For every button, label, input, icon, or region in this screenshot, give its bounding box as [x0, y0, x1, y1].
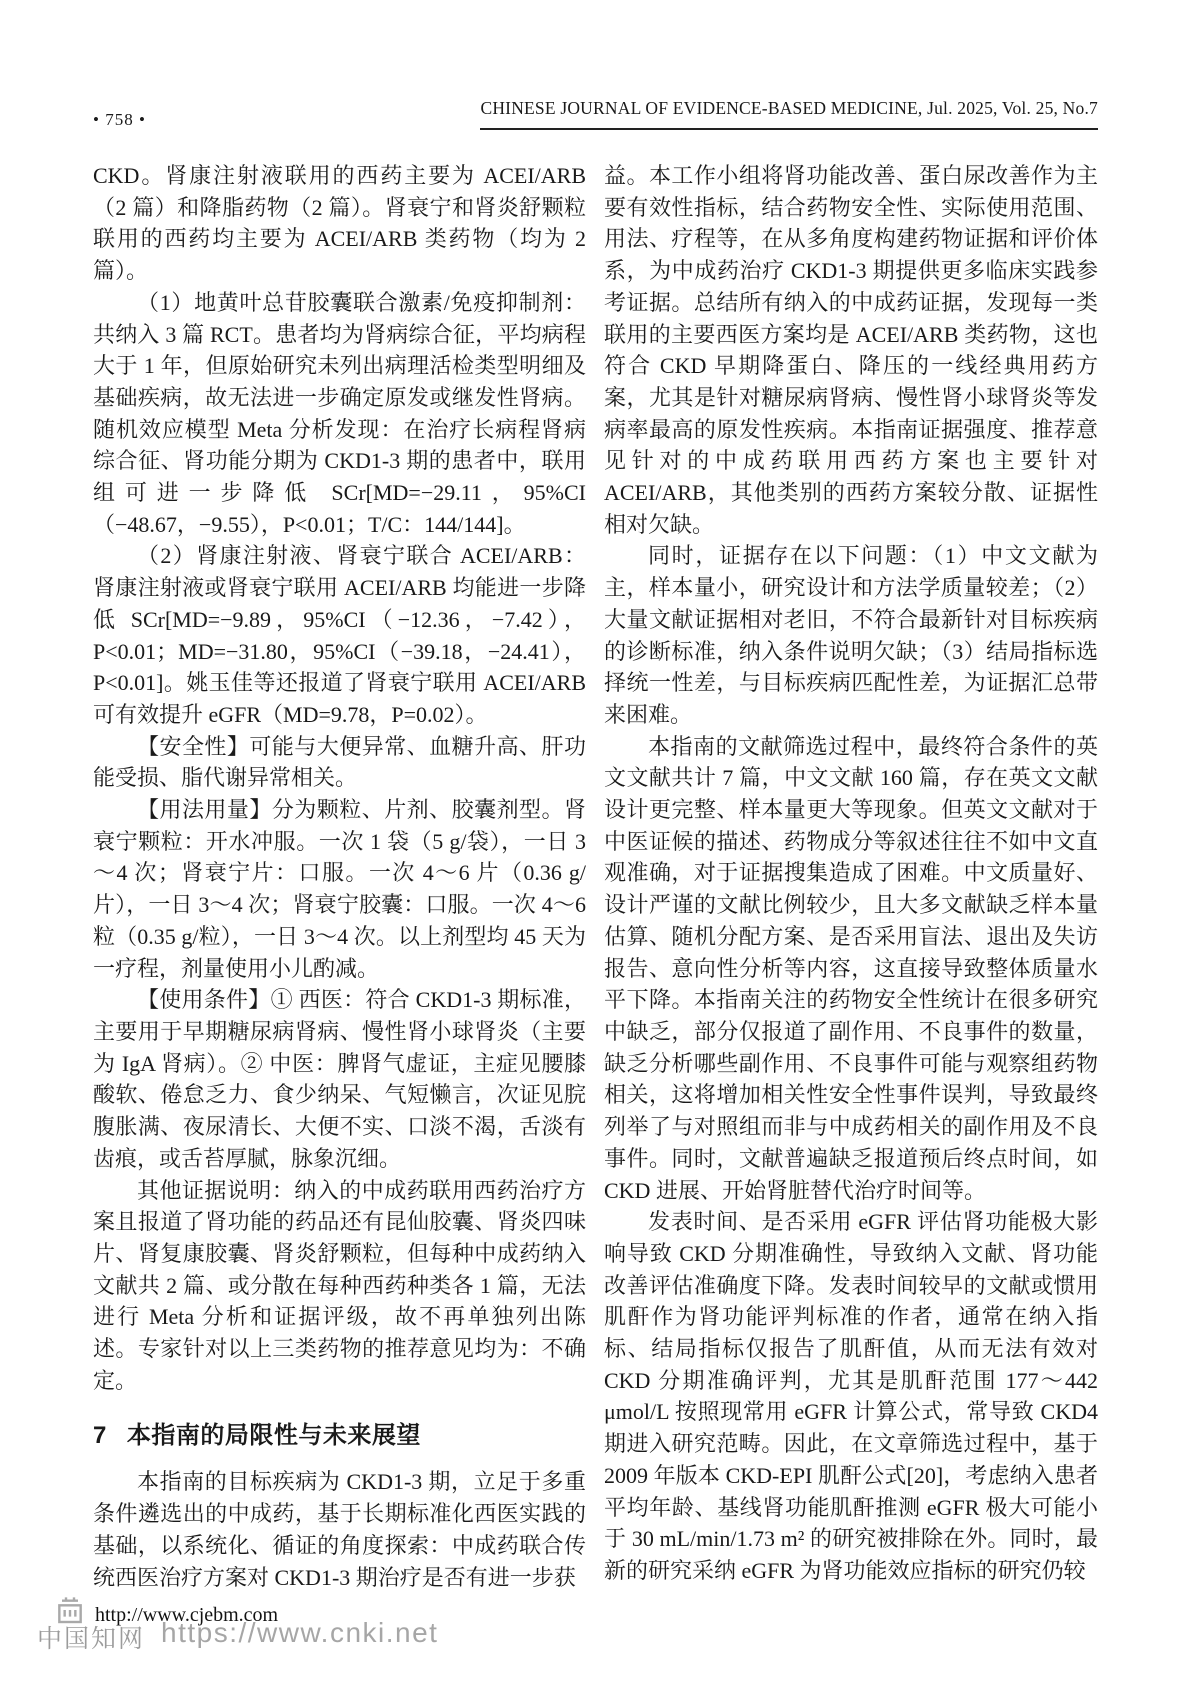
paragraph-other-evidence: 其他证据说明：纳入的中成药联用西药治疗方案且报道了肾功能的药品还有昆仙胶囊、肾炎四味片、肾复康胶囊、肾炎舒颗粒，但每种中成药纳入文献共 2 篇、或分散在每种西药种类各 1 篇，无法进行 Meta 分析和证据评级，故不再单独列出陈述。专家针对以上三类药物的推荐意见均为：不确定。	[93, 1177, 586, 1393]
section-heading	[93, 1420, 586, 1452]
left-column	[93, 160, 586, 1593]
section-title: 本指南的局限性与未来展望	[126, 1422, 421, 1450]
cnki-url-link[interactable]: https://www.cnki.net	[161, 1617, 439, 1648]
right-column	[604, 160, 1098, 1587]
paragraph-usage-conditions: 【使用条件】① 西医：符合 CKD1-3 期标准，主要用于早期糖尿病肾病、慢性肾小球肾炎（主要为 IgA 肾病）。② 中医：脾肾气虚证，主症见腰膝酸软、倦怠乏力、食少纳呆、气短懒言，次证见脘腹胀满、夜尿清长、大便不实、口淡不渴，舌淡有齿痕，或舌苔厚腻，脉象沉细。	[93, 987, 586, 1171]
paragraph: 本指南的文献筛选过程中，最终符合条件的英文文献共计 7 篇，中文文献 160 篇，存在英文文献设计更完整、样本量更大等现象。但英文文献对于中医证候的描述、药物成分等叙述往往不如中文直观准确，对于证据搜集造成了困难。中文质量好、设计严谨的文献比例较少，且大多文献缺乏样本量估算、随机分配方案、是否采用盲法、退出及失访报告、意向性分析等内容，这直接导致整体质量水平下降。本指南关注的药物安全性统计在很多研究中缺乏，部分仅报道了副作用、不良事件的数量，缺乏分析哪些副作用、不良事件可能与观察组药物相关，这将增加相关性安全性事件误判，导致最终列举了与对照组而非与中成药相关的副作用及不良事件。同时，文献普遍缺乏报道预后终点时间，如 CKD 进展、开始肾脏替代治疗时间等。	[604, 733, 1098, 1203]
paragraph: 益。本工作小组将肾功能改善、蛋白尿改善作为主要有效性指标，结合药物安全性、实际使用范围、用法、疗程等，在从多角度构建药物证据和评价体系，为中成药治疗 CKD1-3 期提供更多临床实践参考证据。总结所有纳入的中成药证据，发现每一类联用的主要西医方案均是 ACEI/ARB 类药物，这也符合 CKD 早期降蛋白、降压的一线经典用药方案，尤其是针对糖尿病肾病、慢性肾小球肾炎等发病率最高的原发性疾病。本指南证据强度、推荐意见针对的中成药联用西药方案也主要针对 ACEI/ARB，其他类别的西药方案较分散、证据性相对欠缺。	[604, 163, 1098, 537]
paragraph: 同时，证据存在以下问题：（1）中文文献为主，样本量小，研究设计和方法学质量较差；（2）大量文献证据相对老旧，不符合最新针对目标疾病的诊断标准，纳入条件说明欠缺；（3）结局指标选择统一性差，与目标疾病匹配性差，为证据汇总带来困难。	[604, 543, 1098, 727]
paragraph: （2）肾康注射液、肾衰宁联合 ACEI/ARB：肾康注射液或肾衰宁联用 ACEI/ARB 均能进一步降低 SCr[MD=−9.89，95%CI（−12.36，−7.42），P<0.01；MD=−31.80，95%CI（−39.18，−24.41），P<0.01]。姚玉佳等还报道了肾衰宁联用 ACEI/ARB 可有效提升 eGFR（MD=9.78，P=0.02）。	[93, 543, 586, 727]
page-number: • 758 •	[93, 110, 146, 129]
paragraph-dosage: 【用法用量】分为颗粒、片剂、胶囊剂型。肾衰宁颗粒：开水冲服。一次 1 袋（5 g/袋），一日 3～4 次；肾衰宁片：口服。一次 4～6 片（0.36 g/片），一日 3～4 次；肾衰宁胶囊：口服。一次 4～6 粒（0.35 g/粒），一日 3～4 次。以上剂型均 45 天为一疗程，剂量使用小儿酌减。	[93, 797, 586, 981]
page-header	[93, 98, 1098, 130]
paragraph: 发表时间、是否采用 eGFR 评估肾功能极大影响导致 CKD 分期准确性，导致纳入文献、肾功能改善评估准确度下降。发表时间较早的文献或惯用肌酐作为肾功能评判标准的作者，通常在纳入指标、结局指标仅报告了肌酐值，从而无法有效对 CKD 分期准确评判，尤其是肌酐范围 177～442 μmol/L 按照现常用 eGFR 计算公式，常导致 CKD4 期进入研究范畴。因此，在文章筛选过程中，基于 2009 年版本 CKD-EPI 肌酐公式[20]，考虑纳入患者平均年龄、基线肾功能肌酐推测 eGFR 极大可能小于 30 mL/min/1.73 m² 的研究被排除在外。同时，最新的研究采纳 eGFR 为肾功能效应指标的研究仍较	[604, 1209, 1098, 1583]
cnki-watermark-text: 中国知网	[37, 1625, 146, 1653]
cjebm-url-link[interactable]: http://www.cjebm.com	[95, 1604, 279, 1626]
paragraph: 本指南的目标疾病为 CKD1-3 期，立足于多重条件遴选出的中成药，基于长期标准化西医实践的基础，以系统化、循证的角度探索：中成药联合传统西医治疗方案对 CKD1-3 期治疗是否有进一步获	[93, 1469, 586, 1590]
paragraph-safety: 【安全性】可能与大便异常、血糖升高、肝功能受损、脂代谢异常相关。	[93, 733, 586, 791]
paragraph: CKD。肾康注射液联用的西药主要为 ACEI/ARB（2 篇）和降脂药物（2 篇）。肾衰宁和肾炎舒颗粒联用的西药均主要为 ACEI/ARB 类药物（均为 2 篇）。	[93, 163, 586, 284]
section-number: 7	[93, 1422, 107, 1450]
journal-title: CHINESE JOURNAL OF EVIDENCE-BASED MEDICINE, Jul. 2025, Vol. 25, No.7	[480, 98, 1098, 130]
paragraph: （1）地黄叶总苷胶囊联合激素/免疫抑制剂：共纳入 3 篇 RCT。患者均为肾病综合征，平均病程大于 1 年，但原始研究未列出病理活检类型明细及基础疾病，故无法进一步确定原发或继发性肾病。随机效应模型 Meta 分析发现：在治疗长病程肾病综合征、肾功能分期为 CKD1-3 期的患者中，联用组可进一步降低 SCr[MD=−29.11，95%CI（−48.67，−9.55），P<0.01；T/C：144/144]。	[93, 289, 586, 537]
